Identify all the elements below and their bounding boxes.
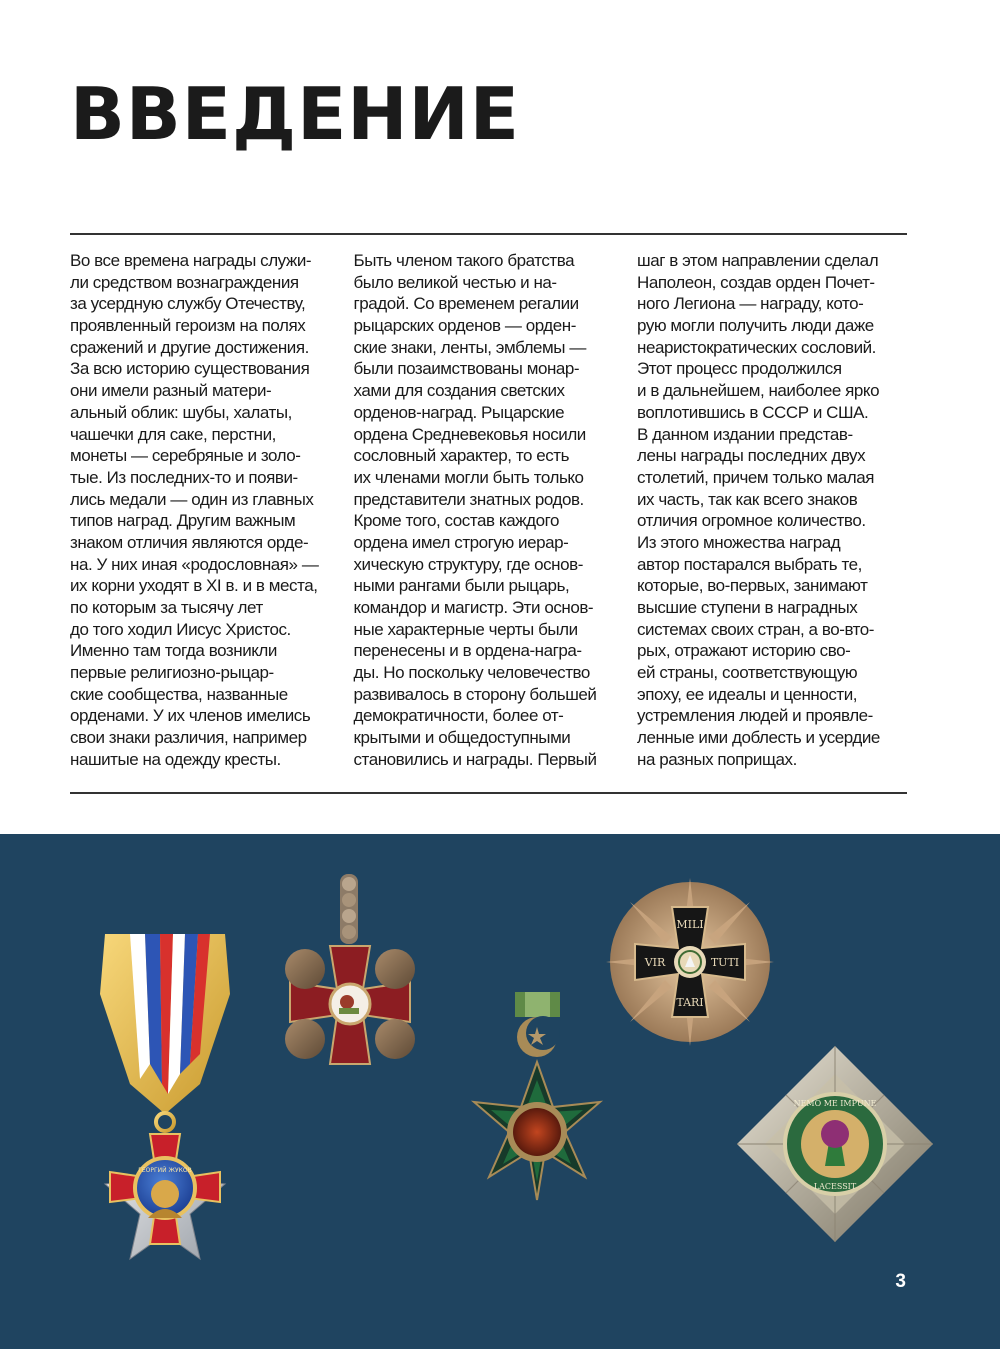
text-line: Из этого множества наград bbox=[637, 532, 841, 552]
text-line: рых, отражают историю сво- bbox=[637, 641, 851, 661]
text-line: ей страны, соответствующую bbox=[637, 663, 858, 683]
text-line: по которым за тысячу лет bbox=[70, 598, 263, 617]
page-title: ВВЕДЕНИЕ bbox=[70, 72, 520, 156]
virtuti-inscription-left: VIR bbox=[644, 956, 666, 969]
text-line: на. У них иная «родословная» — bbox=[70, 554, 319, 574]
text-line: шаг в этом направлении сделал bbox=[637, 251, 879, 270]
text-line: ды. Но поскольку человечество bbox=[353, 663, 590, 683]
virtuti-inscription-bottom: TARI bbox=[676, 996, 704, 1009]
text-line: проявленный героизм на полях bbox=[70, 316, 306, 336]
text-line: За всю историю существования bbox=[70, 359, 310, 379]
text-line: ные характерные черты были bbox=[353, 619, 578, 639]
virtuti-inscription-top: MILI bbox=[676, 918, 704, 931]
text-line: орденами. У их членов имелись bbox=[70, 706, 311, 726]
virtuti-inscription-right: TUTI bbox=[710, 956, 740, 969]
text-line: устремления людей и проявле- bbox=[637, 706, 873, 726]
text-line: высшие ступени в наградных bbox=[637, 598, 858, 617]
text-line: перенесены и в ордена-награ- bbox=[353, 641, 582, 661]
text-line: альный облик: шубы, халаты, bbox=[70, 402, 292, 422]
text-line: Этот процесс продолжился bbox=[637, 359, 842, 379]
medals-panel bbox=[0, 834, 1000, 1349]
text-line: автор постарался выбрать те, bbox=[637, 554, 862, 574]
text-line: лены награды последних двух bbox=[637, 446, 866, 466]
text-line: В данном издании представ- bbox=[637, 424, 853, 444]
text-line: крытыми и общедоступными bbox=[353, 728, 571, 748]
text-line: было великой честью и на- bbox=[353, 272, 557, 292]
text-line: развивалось в сторону большей bbox=[353, 684, 597, 704]
text-line: свои знаки различия, например bbox=[70, 728, 307, 748]
text-line: и в дальнейшем, наиболее ярко bbox=[637, 381, 880, 401]
text-line: знаком отличия являются орде- bbox=[70, 532, 309, 552]
bottom-divider bbox=[70, 792, 907, 794]
text-line: их корни уходят в XI в. и в места, bbox=[70, 576, 318, 596]
osmanieh-order-image bbox=[455, 992, 625, 1247]
text-line: отличия огромное количество. bbox=[637, 511, 866, 531]
text-line: градой. Со временем регалии bbox=[353, 294, 579, 314]
text-line: командор и магистр. Эти основ- bbox=[353, 598, 594, 617]
text-line: чашечки для саке, перстни, bbox=[70, 424, 276, 444]
text-line: нашитые на одежду кресты. bbox=[70, 749, 281, 769]
text-line: орденов-наград. Рыцарские bbox=[353, 402, 565, 422]
text-line: неаристократических сословий. bbox=[637, 337, 876, 357]
text-line: ленные ими доблесть и усердие bbox=[637, 728, 880, 748]
text-line: Быть членом такого братства bbox=[353, 251, 575, 270]
text-line: Наполеон, создав орден Почет- bbox=[637, 272, 875, 292]
text-line: сражений и другие достижения. bbox=[70, 337, 309, 357]
text-line: Кроме того, состав каждого bbox=[353, 511, 559, 531]
body-text bbox=[70, 250, 907, 780]
text-line: они имели разный матери- bbox=[70, 381, 272, 401]
text-line: монеты — серебряные и золо- bbox=[70, 446, 301, 466]
zhukov-medal-image bbox=[70, 934, 260, 1304]
text-line: ордена Средневековья носили bbox=[353, 424, 586, 444]
text-line: Именно там тогда возникли bbox=[70, 641, 277, 661]
text-line: хами для создания светских bbox=[353, 381, 565, 401]
text-line: ские сообщества, названные bbox=[70, 684, 288, 704]
text-line: ного Легиона — награду, кото- bbox=[637, 294, 864, 314]
text-line: за усердную службу Отечеству, bbox=[70, 294, 306, 314]
page-number: 3 bbox=[895, 1271, 906, 1292]
text-line: системах своих стран, а во-вто- bbox=[637, 619, 875, 639]
text-line: ордена имел строгую иерар- bbox=[353, 532, 569, 552]
text-line: до того ходил Иисус Христос. bbox=[70, 619, 291, 639]
text-line: которые, во-первых, занимают bbox=[637, 576, 868, 596]
text-line: рыцарских орденов — орден- bbox=[353, 316, 576, 336]
text-line: ными рангами были рыцарь, bbox=[353, 576, 570, 596]
text-line: их членами могли быть только bbox=[353, 467, 584, 487]
top-divider bbox=[70, 233, 907, 235]
thistle-order-star-image bbox=[735, 1044, 935, 1244]
text-line: рую могли получить люди даже bbox=[637, 316, 874, 336]
text-line: ские знаки, ленты, эмблемы — bbox=[353, 337, 586, 357]
text-line: были позаимствованы монар- bbox=[353, 359, 580, 379]
text-line: их часть, так как всего знаков bbox=[637, 489, 858, 509]
text-column-3 bbox=[637, 250, 907, 780]
text-line: сословный характер, то есть bbox=[353, 446, 570, 466]
text-column-2 bbox=[354, 250, 624, 780]
text-line: Во все времена награды служи- bbox=[70, 251, 312, 270]
thistle-motto-top: NEMO ME IMPUNE bbox=[793, 1099, 877, 1108]
text-line: становились и награды. Первый bbox=[353, 749, 597, 769]
text-line: столетий, причем только малая bbox=[637, 467, 875, 487]
virtuti-militari-star-image bbox=[605, 874, 775, 1049]
text-line: демократичности, более от- bbox=[353, 706, 564, 726]
text-line: эпоху, ее идеалы и ценности, bbox=[637, 684, 858, 704]
text-line: типов наград. Другим важным bbox=[70, 511, 296, 531]
text-line: хическую структуру, где основ- bbox=[353, 554, 583, 574]
zhukov-medal-inscription: ГЕОРГИЙ ЖУКОВ bbox=[138, 1167, 192, 1174]
text-column-1 bbox=[70, 250, 340, 780]
thistle-motto-bottom: LACESSIT bbox=[813, 1182, 857, 1191]
text-line: лись медали — один из главных bbox=[70, 489, 314, 509]
text-line: ли средством вознаграждения bbox=[70, 272, 299, 292]
text-line: первые религиозно-рыцар- bbox=[70, 663, 274, 683]
text-line: тые. Из последних-то и появи- bbox=[70, 467, 298, 487]
text-line: представители знатных родов. bbox=[353, 489, 584, 509]
alexander-nevsky-order-image bbox=[275, 874, 425, 1094]
text-line: воплотившись в СССР и США. bbox=[637, 402, 869, 422]
text-line: на разных поприщах. bbox=[637, 749, 797, 769]
